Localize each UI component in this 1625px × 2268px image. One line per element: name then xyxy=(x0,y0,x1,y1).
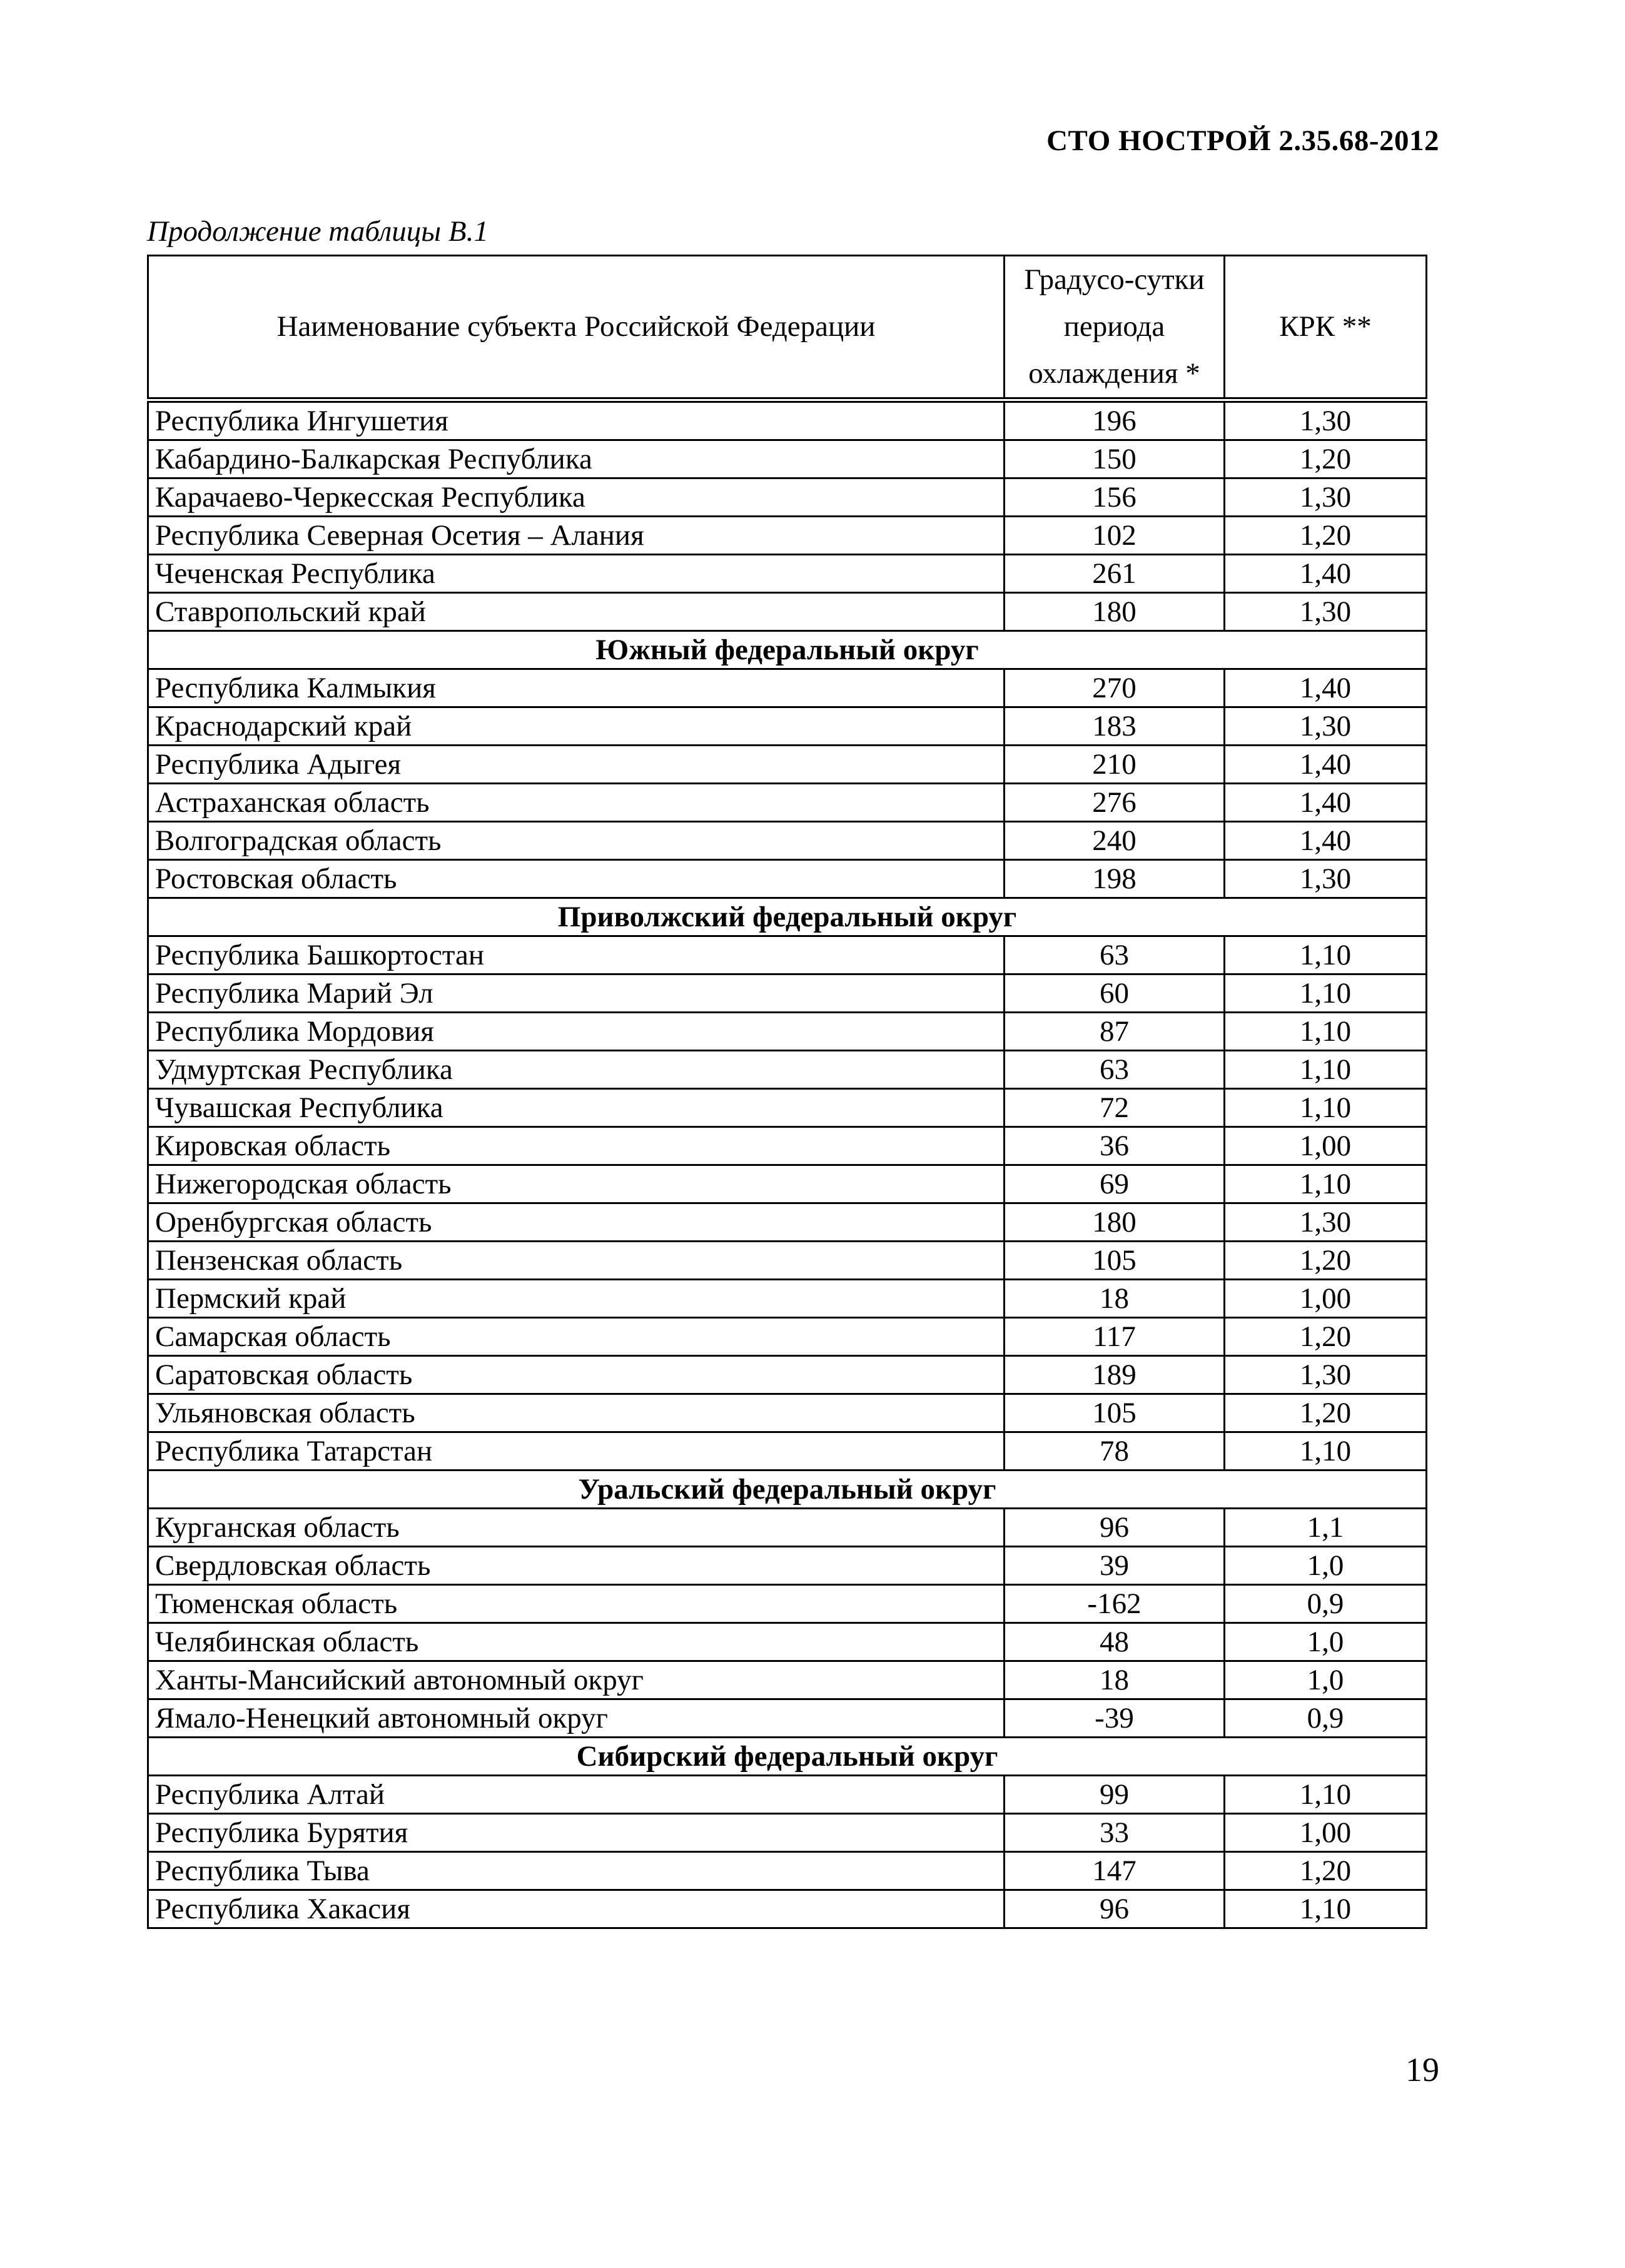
cell-krk: 1,00 xyxy=(1225,1127,1427,1165)
cell-subject-name: Пензенская область xyxy=(148,1242,1005,1280)
cell-degree-days: 18 xyxy=(1005,1280,1225,1318)
cell-subject-name: Оренбургская область xyxy=(148,1203,1005,1242)
cell-degree-days: 78 xyxy=(1005,1432,1225,1471)
table-row xyxy=(148,478,1427,517)
group-label: Приволжский федеральный округ xyxy=(148,898,1427,936)
cell-krk: 1,20 xyxy=(1225,1318,1427,1356)
cell-krk: 1,30 xyxy=(1225,1203,1427,1242)
cell-degree-days: -162 xyxy=(1005,1585,1225,1623)
cell-krk: 0,9 xyxy=(1225,1699,1427,1738)
cell-subject-name: Курганская область xyxy=(148,1509,1005,1547)
cell-degree-days: 117 xyxy=(1005,1318,1225,1356)
cell-degree-days: 18 xyxy=(1005,1661,1225,1699)
table-row xyxy=(148,1432,1427,1471)
table-row xyxy=(148,1051,1427,1089)
column-header-krk: КРК ** xyxy=(1225,256,1427,400)
cell-degree-days: 105 xyxy=(1005,1394,1225,1432)
table-row xyxy=(148,1013,1427,1051)
table-row xyxy=(148,1165,1427,1203)
cell-subject-name: Республика Ингушетия xyxy=(148,400,1005,440)
cell-subject-name: Республика Хакасия xyxy=(148,1890,1005,1928)
cell-subject-name: Челябинская область xyxy=(148,1623,1005,1661)
cell-krk: 1,30 xyxy=(1225,707,1427,746)
table-body xyxy=(148,400,1427,1928)
table-row xyxy=(148,1394,1427,1432)
data-table xyxy=(147,255,1427,1929)
table-row xyxy=(148,555,1427,593)
cell-krk: 1,20 xyxy=(1225,1394,1427,1432)
cell-krk: 1,10 xyxy=(1225,1013,1427,1051)
cell-degree-days: 189 xyxy=(1005,1356,1225,1394)
header-row xyxy=(148,256,1427,400)
cell-degree-days: 183 xyxy=(1005,707,1225,746)
cell-degree-days: 33 xyxy=(1005,1814,1225,1852)
cell-degree-days: 180 xyxy=(1005,593,1225,631)
cell-degree-days: 96 xyxy=(1005,1509,1225,1547)
cell-krk: 1,30 xyxy=(1225,593,1427,631)
cell-subject-name: Краснодарский край xyxy=(148,707,1005,746)
cell-krk: 1,30 xyxy=(1225,1356,1427,1394)
cell-krk: 1,20 xyxy=(1225,1852,1427,1890)
table-row xyxy=(148,1623,1427,1661)
cell-degree-days: 261 xyxy=(1005,555,1225,593)
cell-krk: 0,9 xyxy=(1225,1585,1427,1623)
table-row xyxy=(148,669,1427,707)
cell-subject-name: Республика Северная Осетия – Алания xyxy=(148,517,1005,555)
table-row xyxy=(148,1699,1427,1738)
table-row xyxy=(148,1356,1427,1394)
cell-subject-name: Самарская область xyxy=(148,1318,1005,1356)
cell-subject-name: Ростовская область xyxy=(148,860,1005,898)
cell-krk: 1,10 xyxy=(1225,1776,1427,1814)
cell-subject-name: Республика Татарстан xyxy=(148,1432,1005,1471)
table-row xyxy=(148,1089,1427,1127)
cell-krk: 1,40 xyxy=(1225,746,1427,784)
table-row xyxy=(148,1203,1427,1242)
cell-degree-days: 72 xyxy=(1005,1089,1225,1127)
cell-krk: 1,10 xyxy=(1225,975,1427,1013)
cell-krk: 1,10 xyxy=(1225,1890,1427,1928)
cell-degree-days: 36 xyxy=(1005,1127,1225,1165)
cell-subject-name: Астраханская область xyxy=(148,784,1005,822)
cell-krk: 1,10 xyxy=(1225,1051,1427,1089)
table-row xyxy=(148,517,1427,555)
table-row xyxy=(148,1852,1427,1890)
cell-degree-days: 210 xyxy=(1005,746,1225,784)
table-row xyxy=(148,1776,1427,1814)
cell-degree-days: 105 xyxy=(1005,1242,1225,1280)
table-row xyxy=(148,975,1427,1013)
cell-krk: 1,10 xyxy=(1225,936,1427,975)
cell-krk: 1,20 xyxy=(1225,517,1427,555)
cell-subject-name: Саратовская область xyxy=(148,1356,1005,1394)
table-row xyxy=(148,1242,1427,1280)
table-row xyxy=(148,593,1427,631)
cell-degree-days: 196 xyxy=(1005,400,1225,440)
cell-krk: 1,0 xyxy=(1225,1623,1427,1661)
cell-subject-name: Нижегородская область xyxy=(148,1165,1005,1203)
document-code-header: СТО НОСТРОЙ 2.35.68-2012 xyxy=(1046,124,1439,157)
cell-degree-days: 156 xyxy=(1005,478,1225,517)
group-row xyxy=(148,1471,1427,1509)
table-header xyxy=(148,256,1427,400)
cell-krk: 1,30 xyxy=(1225,400,1427,440)
column-header-subject: Наименование субъекта Российской Федерации xyxy=(148,256,1005,400)
cell-subject-name: Ставропольский край xyxy=(148,593,1005,631)
cell-degree-days: 63 xyxy=(1005,936,1225,975)
cell-krk: 1,40 xyxy=(1225,669,1427,707)
cell-subject-name: Волгоградская область xyxy=(148,822,1005,860)
cell-krk: 1,10 xyxy=(1225,1165,1427,1203)
cell-krk: 1,40 xyxy=(1225,555,1427,593)
table-row xyxy=(148,400,1427,440)
cell-subject-name: Республика Мордовия xyxy=(148,1013,1005,1051)
cell-degree-days: 102 xyxy=(1005,517,1225,555)
cell-subject-name: Свердловская область xyxy=(148,1547,1005,1585)
cell-krk: 1,00 xyxy=(1225,1814,1427,1852)
cell-subject-name: Пермский край xyxy=(148,1280,1005,1318)
group-label: Уральский федеральный округ xyxy=(148,1471,1427,1509)
cell-degree-days: 39 xyxy=(1005,1547,1225,1585)
cell-subject-name: Ульяновская область xyxy=(148,1394,1005,1432)
cell-degree-days: 60 xyxy=(1005,975,1225,1013)
cell-krk: 1,10 xyxy=(1225,1089,1427,1127)
table-row xyxy=(148,784,1427,822)
table-row xyxy=(148,1127,1427,1165)
cell-krk: 1,40 xyxy=(1225,822,1427,860)
table-caption: Продолжение таблицы В.1 xyxy=(147,215,489,248)
cell-subject-name: Республика Башкортостан xyxy=(148,936,1005,975)
cell-krk: 1,0 xyxy=(1225,1661,1427,1699)
cell-subject-name: Кировская область xyxy=(148,1127,1005,1165)
cell-krk: 1,0 xyxy=(1225,1547,1427,1585)
cell-subject-name: Чувашская Республика xyxy=(148,1089,1005,1127)
table-row xyxy=(148,1547,1427,1585)
cell-degree-days: 87 xyxy=(1005,1013,1225,1051)
cell-subject-name: Республика Калмыкия xyxy=(148,669,1005,707)
cell-degree-days: 96 xyxy=(1005,1890,1225,1928)
cell-subject-name: Ханты-Мансийский автономный округ xyxy=(148,1661,1005,1699)
group-row xyxy=(148,1738,1427,1776)
cell-degree-days: 147 xyxy=(1005,1852,1225,1890)
cell-degree-days: 276 xyxy=(1005,784,1225,822)
cell-subject-name: Республика Тыва xyxy=(148,1852,1005,1890)
cell-degree-days: 150 xyxy=(1005,440,1225,478)
cell-degree-days: 99 xyxy=(1005,1776,1225,1814)
cell-krk: 1,20 xyxy=(1225,1242,1427,1280)
table-row xyxy=(148,936,1427,975)
cell-subject-name: Чеченская Республика xyxy=(148,555,1005,593)
cell-subject-name: Карачаево-Черкесская Республика xyxy=(148,478,1005,517)
cell-krk: 1,30 xyxy=(1225,478,1427,517)
table-row xyxy=(148,1318,1427,1356)
column-header-degree-days: Градусо-сутки периода охлаждения * xyxy=(1005,256,1225,400)
cell-subject-name: Тюменская область xyxy=(148,1585,1005,1623)
table-row xyxy=(148,1814,1427,1852)
table-row xyxy=(148,1509,1427,1547)
cell-subject-name: Республика Марий Эл xyxy=(148,975,1005,1013)
cell-krk: 1,10 xyxy=(1225,1432,1427,1471)
table-row xyxy=(148,1890,1427,1928)
cell-degree-days: 198 xyxy=(1005,860,1225,898)
cell-subject-name: Республика Адыгея xyxy=(148,746,1005,784)
group-label: Южный федеральный округ xyxy=(148,631,1427,669)
cell-subject-name: Удмуртская Республика xyxy=(148,1051,1005,1089)
cell-subject-name: Ямало-Ненецкий автономный округ xyxy=(148,1699,1005,1738)
table-row xyxy=(148,1280,1427,1318)
group-row xyxy=(148,631,1427,669)
cell-krk: 1,30 xyxy=(1225,860,1427,898)
cell-degree-days: 270 xyxy=(1005,669,1225,707)
table-row xyxy=(148,440,1427,478)
cell-subject-name: Республика Алтай xyxy=(148,1776,1005,1814)
group-label: Сибирский федеральный округ xyxy=(148,1738,1427,1776)
group-row xyxy=(148,898,1427,936)
table-row xyxy=(148,822,1427,860)
table-row xyxy=(148,707,1427,746)
table-row xyxy=(148,1585,1427,1623)
table-row xyxy=(148,860,1427,898)
cell-krk: 1,00 xyxy=(1225,1280,1427,1318)
cell-degree-days: 180 xyxy=(1005,1203,1225,1242)
cell-krk: 1,1 xyxy=(1225,1509,1427,1547)
table-row xyxy=(148,1661,1427,1699)
cell-degree-days: 69 xyxy=(1005,1165,1225,1203)
table-row xyxy=(148,746,1427,784)
cell-subject-name: Кабардино-Балкарская Республика xyxy=(148,440,1005,478)
cell-degree-days: 240 xyxy=(1005,822,1225,860)
cell-krk: 1,40 xyxy=(1225,784,1427,822)
cell-subject-name: Республика Бурятия xyxy=(148,1814,1005,1852)
page-number: 19 xyxy=(1405,2051,1439,2088)
cell-degree-days: 63 xyxy=(1005,1051,1225,1089)
cell-degree-days: 48 xyxy=(1005,1623,1225,1661)
cell-krk: 1,20 xyxy=(1225,440,1427,478)
cell-degree-days: -39 xyxy=(1005,1699,1225,1738)
